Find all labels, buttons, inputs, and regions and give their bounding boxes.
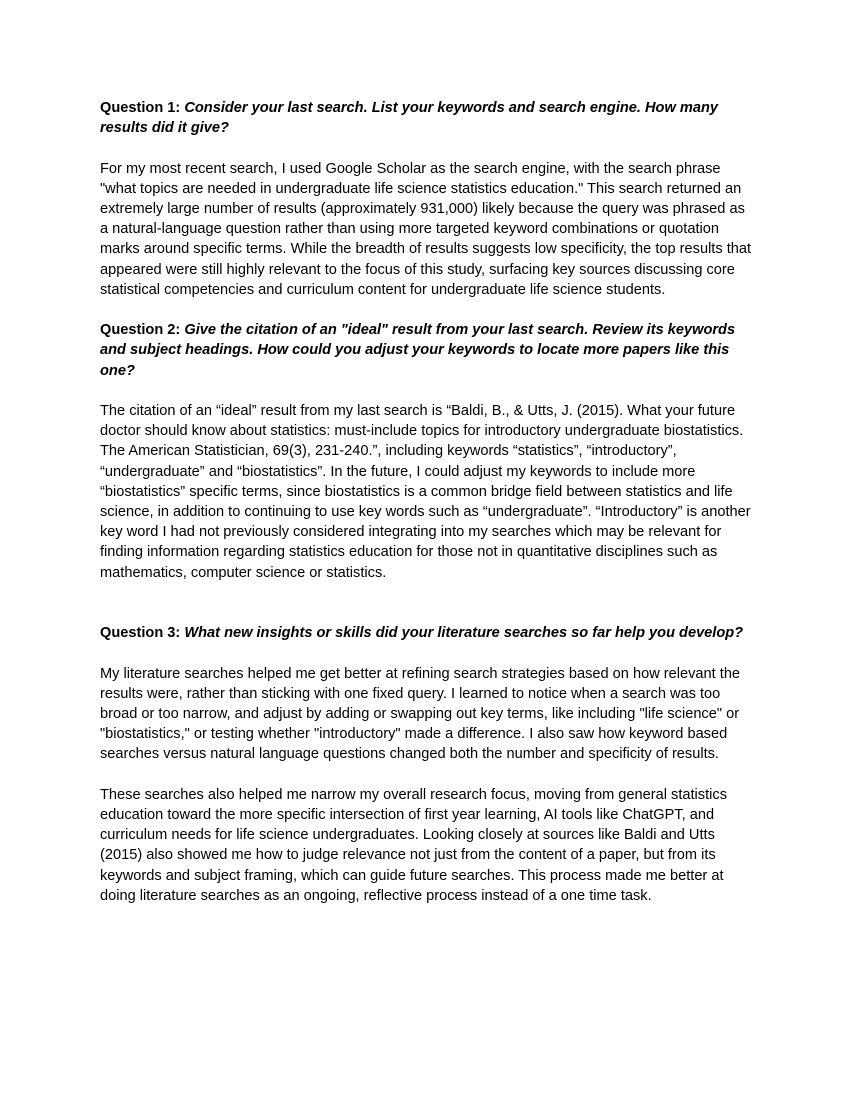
question-1-heading (100, 98, 752, 138)
question-2-label: Question 2: (100, 322, 181, 339)
question-2-heading (100, 320, 752, 381)
question-3-answer-2: These searches also helped me narrow my overall research focus, moving from general statistics education toward the more specific intersection of first year learning, AI tools like ChatGPT, and curriculum needs for life science undergraduates. Looking closely at sources like Baldi and Utts (2015) also showed me how to judge relevance not just from the content of a paper, but from its keywords and subject framing, which can guide future searches. This process made me better at doing literature searches as an ongoing, reflective process instead of a one time task. (100, 786, 727, 904)
question-2-prompt: Give the citation of an "ideal" result from your last search. Review its keywords and subject headings. How could you adjust your keywords to locate more papers like this one? (100, 322, 736, 379)
question-3-prompt: What new insights or skills did your literature searches so far help you develop? (184, 625, 744, 642)
question-1-answer: For my most recent search, I used Google Scholar as the search engine, with the search phrase "what topics are needed in undergraduate life science statistics education." This search returned an extremely large number of results (approximately 931,000) likely because the query was phrased as a natural-language question rather than using more targeted keyword combinations or quotation marks around specific terms. While the breadth of results suggests low specificity, the top results that appeared were still highly relevant to the focus of this study, surfacing key sources discussing core statistical competencies and curriculum content for undergraduate life science students. (100, 160, 752, 298)
question-3-heading (100, 623, 752, 643)
document-page (100, 98, 752, 906)
question-3-answer-1: My literature searches helped me get better at refining search strategies based on how relevant the results were, rather than sticking with one fixed query. I learned to notice when a search was too broad or too narrow, and adjust by adding or swapping out key terms, like including "life science" or "biostatistics," or testing whether "introductory" made a difference. I also saw how keyword based searches versus natural language questions changed both the number and specificity of results. (100, 665, 741, 763)
question-1-label: Question 1: (100, 100, 181, 116)
question-3-label: Question 3: (100, 625, 181, 642)
question-1-prompt: Consider your last search. List your keywords and search engine. How many results did it give? (100, 100, 718, 137)
question-2-answer: The citation of an “ideal” result from my last search is “Baldi, B., & Utts, J. (2015). What your future doctor should know about statistics: must-include topics for introductory undergraduate biostatistics. The American Statistician, 69(3), 231-240.”, including keywords “statistics”, “introductory”, “undergraduate” and “biostatistics”. In the future, I could adjust my keywords to include more “biostatistics” specific terms, since biostatistics is a common bridge field between statistics and life science, in addition to continuing to use key words such as “undergraduate”. “Introductory” is another key word I had not previously considered integrating into my searches which may be relevant for finding information regarding statistics education for those not in quantitative disciplines such as mathematics, computer science or statistics. (100, 403, 751, 581)
